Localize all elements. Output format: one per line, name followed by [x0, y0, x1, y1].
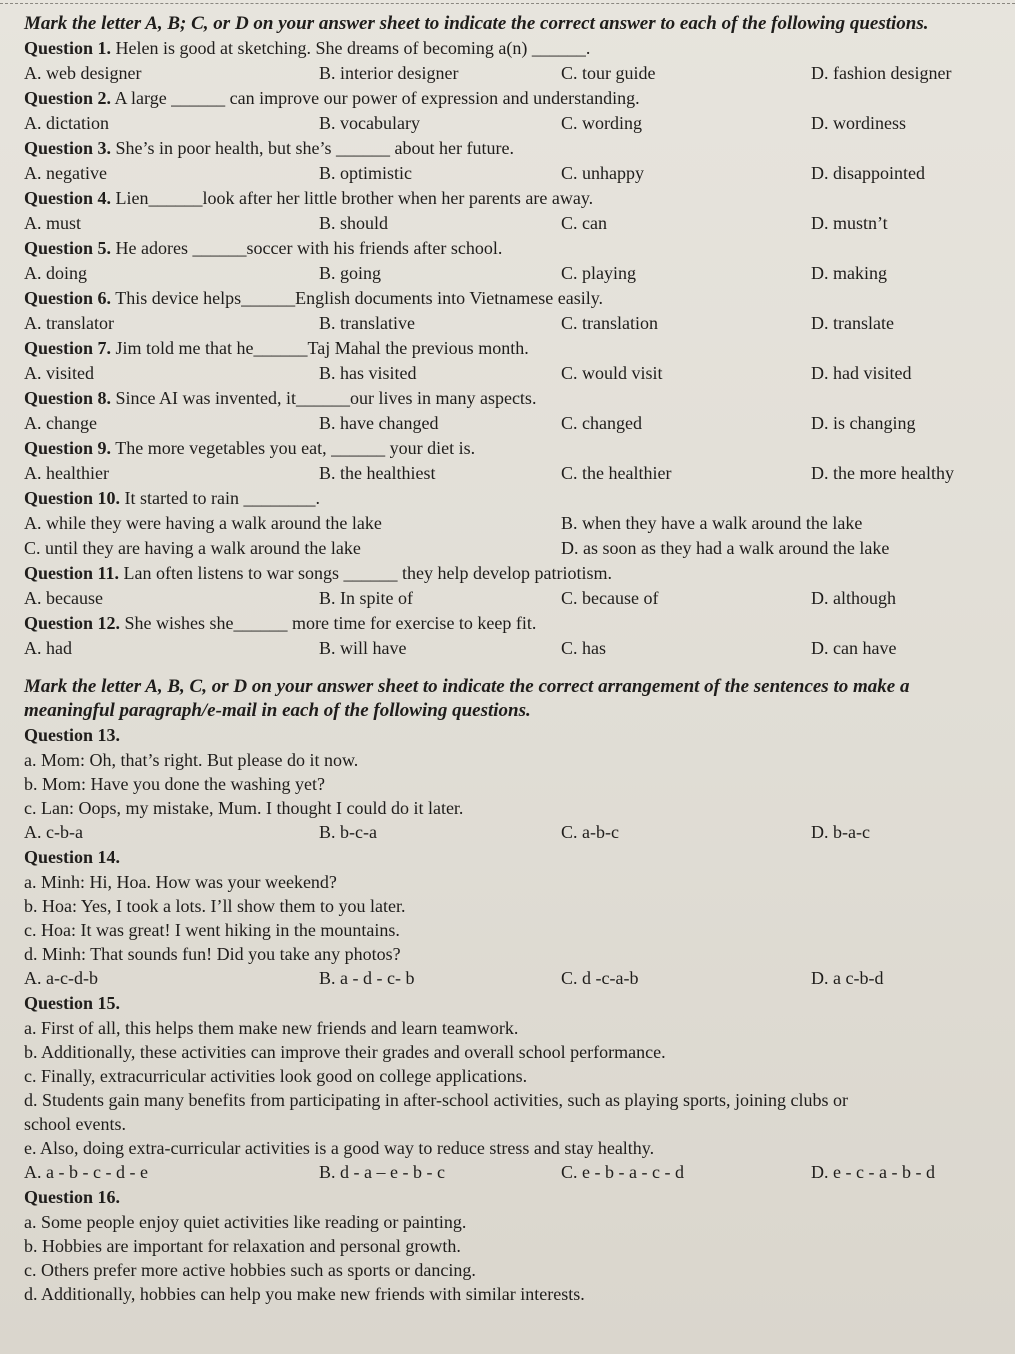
question-text: The more vegetables you eat, ______ your diet is.: [115, 438, 476, 458]
option-d[interactable]: D. the more healthy: [811, 463, 954, 483]
sentence-d: d. Additionally, hobbies can help you make new friends with similar interests.: [24, 1284, 585, 1304]
option-b[interactable]: B. going: [319, 263, 382, 283]
option-b[interactable]: B. when they have a walk around the lake: [561, 513, 863, 533]
question-item: [24, 136, 991, 186]
option-b[interactable]: B. b-c-a: [319, 822, 377, 842]
option-d[interactable]: D. making: [811, 263, 887, 283]
sentence-d: d. Minh: That sounds fun! Did you take any photos?: [24, 944, 401, 964]
option-d[interactable]: D. wordiness: [811, 113, 906, 133]
question-label: Question 13.: [24, 725, 121, 745]
question-item: [24, 561, 991, 611]
sentence-b: b. Hobbies are important for relaxation and personal growth.: [24, 1236, 461, 1256]
question-item: [24, 86, 991, 136]
option-a[interactable]: A. dictation: [24, 113, 109, 133]
question-13: [24, 723, 991, 845]
question-10: [24, 486, 991, 561]
option-a[interactable]: A. while they were having a walk around the lake: [24, 513, 382, 533]
sentence-c: c. Hoa: It was great! I went hiking in the mountains.: [24, 920, 400, 940]
question-label: Question 5.: [24, 238, 112, 258]
top-divider: [0, 3, 1015, 5]
question-text: It started to rain ________.: [124, 488, 320, 508]
question-item: [24, 236, 991, 286]
question-label: Question 3.: [24, 138, 112, 158]
option-a[interactable]: A. c-b-a: [24, 822, 83, 842]
option-d[interactable]: D. as soon as they had a walk around the lake: [561, 538, 890, 558]
option-b[interactable]: B. In spite of: [319, 588, 413, 608]
option-b[interactable]: B. has visited: [319, 363, 417, 383]
option-b[interactable]: B. have changed: [319, 413, 439, 433]
sentence-c: c. Lan: Oops, my mistake, Mum. I thought I could do it later.: [24, 798, 464, 818]
option-a[interactable]: A. negative: [24, 163, 107, 183]
option-a[interactable]: A. web designer: [24, 63, 142, 83]
question-item: [24, 286, 991, 336]
option-d[interactable]: D. had visited: [811, 363, 912, 383]
question-14: [24, 845, 991, 991]
option-a[interactable]: A. a - b - c - d - e: [24, 1162, 148, 1182]
option-c[interactable]: C. would visit: [561, 363, 663, 383]
option-d[interactable]: D. e - c - a - b - d: [811, 1162, 935, 1182]
question-text: A large ______ can improve our power of expression and understanding.: [114, 88, 640, 108]
question-item: [24, 186, 991, 236]
option-d[interactable]: D. mustn’t: [811, 213, 888, 233]
option-b[interactable]: B. d - a – e - b - c: [319, 1162, 445, 1182]
question-label: Question 16.: [24, 1187, 121, 1207]
sentence-c: c. Finally, extracurricular activities look good on college applications.: [24, 1066, 528, 1086]
part1-instruction: Mark the letter A, B; C, or D on your answer sheet to indicate the correct answer to each of the following questions.: [24, 13, 929, 34]
sentence-b: b. Hoa: Yes, I took a lots. I’ll show them to you later.: [24, 896, 406, 916]
option-a[interactable]: A. had: [24, 638, 72, 658]
sentence-a: a. Some people enjoy quiet activities like reading or painting.: [24, 1212, 467, 1232]
question-label: Question 8.: [24, 388, 112, 408]
option-c[interactable]: C. the healthier: [561, 463, 672, 483]
question-text: She wishes she______ more time for exercise to keep fit.: [124, 613, 537, 633]
option-a[interactable]: A. because: [24, 588, 103, 608]
question-text: He adores ______soccer with his friends after school.: [115, 238, 503, 258]
option-c[interactable]: C. playing: [561, 263, 636, 283]
option-c[interactable]: C. tour guide: [561, 63, 656, 83]
option-d[interactable]: D. b-a-c: [811, 822, 870, 842]
sentence-a: a. Mom: Oh, that’s right. But please do it now.: [24, 750, 359, 770]
sentence-a: a. First of all, this helps them make new friends and learn teamwork.: [24, 1018, 519, 1038]
question-text: This device helps______English documents into Vietnamese easily.: [115, 288, 604, 308]
question-item: [24, 436, 991, 486]
option-d[interactable]: D. a c-b-d: [811, 968, 884, 988]
question-item: [24, 386, 991, 436]
option-c[interactable]: C. because of: [561, 588, 659, 608]
option-a[interactable]: A. change: [24, 413, 97, 433]
option-d[interactable]: D. fashion designer: [811, 63, 952, 83]
question-list-1-9: [24, 36, 991, 486]
option-b[interactable]: B. a - d - c- b: [319, 968, 415, 988]
option-c[interactable]: C. translation: [561, 313, 658, 333]
option-c[interactable]: C. a-b-c: [561, 822, 619, 842]
option-d[interactable]: D. is changing: [811, 413, 916, 433]
option-a[interactable]: A. must: [24, 213, 82, 233]
question-label: Question 6.: [24, 288, 112, 308]
question-text: Since AI was invented, it______our lives in many aspects.: [115, 388, 537, 408]
option-b[interactable]: B. will have: [319, 638, 407, 658]
question-text: Lan often listens to war songs ______ they help develop patriotism.: [123, 563, 612, 583]
option-c[interactable]: C. d -c-a-b: [561, 968, 639, 988]
question-text: She’s in poor health, but she’s ______ about her future.: [115, 138, 514, 158]
option-b[interactable]: B. translative: [319, 313, 415, 333]
part2-instruction: Mark the letter A, B, C, or D on your answer sheet to indicate the correct arrangement of the sentences to make a meaningful paragraph/e-mail in each of the following questions.: [24, 676, 910, 721]
question-label: Question 4.: [24, 188, 112, 208]
sentence-a: a. Minh: Hi, Hoa. How was your weekend?: [24, 872, 337, 892]
option-c[interactable]: C. e - b - a - c - d: [561, 1162, 684, 1182]
question-16: [24, 1185, 991, 1306]
question-label: Question 14.: [24, 847, 121, 867]
sentence-b: b. Mom: Have you done the washing yet?: [24, 774, 325, 794]
question-text: Jim told me that he______Taj Mahal the previous month.: [115, 338, 529, 358]
option-c[interactable]: C. changed: [561, 413, 642, 433]
option-a[interactable]: A. visited: [24, 363, 94, 383]
option-d[interactable]: D. although: [811, 588, 896, 608]
question-label: Question 12.: [24, 613, 121, 633]
question-label: Question 10.: [24, 488, 121, 508]
question-text: Helen is good at sketching. She dreams of becoming a(n) ______.: [115, 38, 591, 58]
sentence-d-continued: school events.: [24, 1114, 126, 1134]
option-d[interactable]: D. can have: [811, 638, 897, 658]
option-b[interactable]: B. optimistic: [319, 163, 413, 183]
option-b[interactable]: B. interior designer: [319, 63, 459, 83]
option-a[interactable]: A. a-c-d-b: [24, 968, 98, 988]
option-c[interactable]: C. unhappy: [561, 163, 644, 183]
question-label: Question 15.: [24, 993, 121, 1013]
option-d[interactable]: D. translate: [811, 313, 894, 333]
question-label: Question 7.: [24, 338, 112, 358]
question-15: [24, 991, 991, 1185]
sentence-b: b. Additionally, these activities can improve their grades and overall school performance.: [24, 1042, 666, 1062]
question-label: Question 11.: [24, 563, 120, 583]
option-b[interactable]: B. the healthiest: [319, 463, 436, 483]
sentence-d: d. Students gain many benefits from participating in after-school activities, such as playing sports, joining clubs or: [24, 1090, 848, 1110]
option-c[interactable]: C. until they are having a walk around the lake: [24, 538, 361, 558]
option-c[interactable]: C. can: [561, 213, 607, 233]
option-a[interactable]: A. doing: [24, 263, 87, 283]
question-text: Lien______look after her little brother when her parents are away.: [115, 188, 594, 208]
option-c[interactable]: C. has: [561, 638, 606, 658]
option-c[interactable]: C. wording: [561, 113, 642, 133]
question-item: [24, 611, 991, 661]
question-label: Question 9.: [24, 438, 112, 458]
question-item: [24, 336, 991, 386]
question-list-11-12: [24, 561, 991, 661]
sentence-c: c. Others prefer more active hobbies such as sports or dancing.: [24, 1260, 476, 1280]
option-a[interactable]: A. translator: [24, 313, 114, 333]
option-b[interactable]: B. vocabulary: [319, 113, 420, 133]
option-a[interactable]: A. healthier: [24, 463, 109, 483]
question-label: Question 2.: [24, 88, 112, 108]
question-item: [24, 36, 991, 86]
question-label: Question 1.: [24, 38, 112, 58]
sentence-e: e. Also, doing extra-curricular activities is a good way to reduce stress and stay healthy.: [24, 1138, 655, 1158]
option-b[interactable]: B. should: [319, 213, 389, 233]
option-d[interactable]: D. disappointed: [811, 163, 925, 183]
